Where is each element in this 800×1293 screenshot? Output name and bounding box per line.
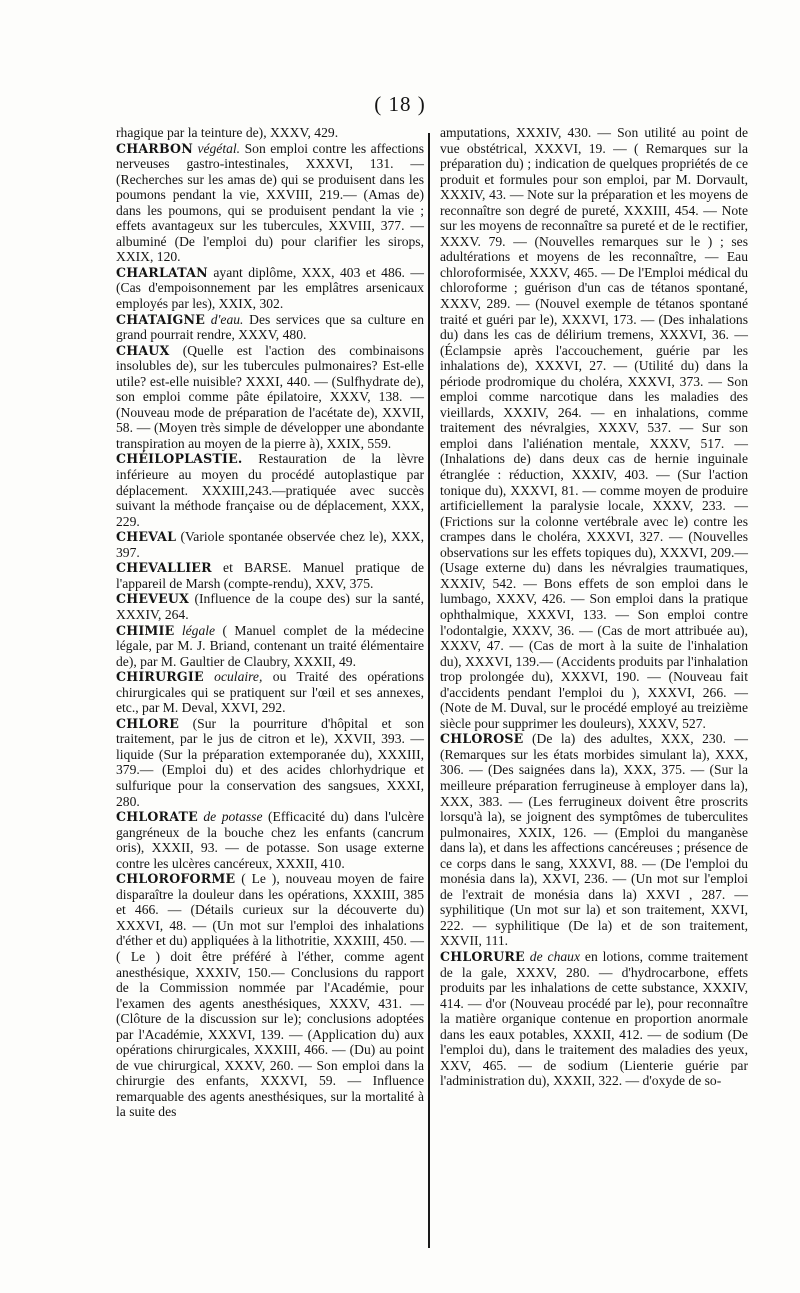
- entry-text: (De la) des adultes, XXX, 230. — (Remarques sur les états morbides simulant la), XXX, 306. — (Des saignées dans la), XXX, 375. — (Sur la meilleure préparation ferrugineuse à employer dans la), XXX, 383. — (Les ferrugineux doivent être proscrits lorsqu'à la), se joignent des symptômes de tuberculites pulmonaires, XXIX, 126. — (Emploi du manganèse dans la), et dans les affections cancéreuses ; présence de ce corps dans le sang, XXXVI, 88. — (De l'emploi du monésia dans la), XXVI, 236. — (Un mot sur l'emploi de l'extrait de monésia dans la) XXVI , 287. — syphilitique (Un mot sur la) et son traitement, XXVI, 222. — syphilitique (De la) et de son traitement, XXVII, 111.: [440, 731, 748, 949]
- entry-text: (Efficacité du) dans l'ulcère gangréneux de la bouche chez les enfants (cancrum oris), XXXII, 93. — de potasse. Son usage externe contre les ulcères cancéreux, XXXII, 410.: [116, 809, 425, 871]
- index-entry: [116, 451, 424, 529]
- entry-headword: CHLOROSE: [440, 731, 524, 747]
- entry-headword: CHARBON: [116, 140, 193, 156]
- index-entry: [116, 343, 424, 452]
- entry-qualifier: oculaire,: [214, 669, 263, 685]
- entry-headword: CHLORATE: [116, 809, 198, 825]
- index-entry: [116, 560, 424, 591]
- entry-text: (Sur la pourriture d'hôpital et son traitement, par le jus de citron et le), XXVII, 393. — liquide (Sur la préparation extemporanée du), XXXIII, 379.— (Emploi du) et des acides chlorhydrique et sulfurique pour la conservation des sangsues, XXXI, 280.: [116, 715, 424, 809]
- entry-headword: CHEVAL: [116, 529, 177, 545]
- index-entry: [440, 731, 748, 949]
- entry-headword: CHLOROFORME: [116, 871, 236, 887]
- entry-text: (Variole spontanée observée chez le), XXX, 397.: [116, 529, 424, 560]
- entry-text: ( Manuel complet de la médecine légale, par M. J. Briand, contenant un traité élémentaire de), par M. Gaultier de Claubry, XXXII, 49.: [116, 622, 425, 669]
- entry-text: Des services que sa culture en grand pourrait rendre, XXXV, 480.: [116, 311, 424, 343]
- entry-text: et BARSE. Manuel pratique de l'appareil de Marsh (compte-rendu), XXV, 375.: [116, 560, 424, 591]
- entry-headword: CHATAIGNE: [116, 311, 206, 327]
- index-entry: [116, 591, 424, 622]
- entry-headword: CHEVALLIER: [116, 560, 212, 576]
- right-column: [440, 125, 748, 1089]
- entry-qualifier: végétal.: [197, 140, 241, 156]
- entry-headword: CHEVEUX: [116, 591, 190, 607]
- entry-qualifier: d'eau.: [210, 311, 244, 327]
- index-entry-continuation: [440, 125, 748, 731]
- entry-text: (Influence de la coupe des) sur la santé, XXXIV, 264.: [116, 591, 424, 622]
- entry-text: ou Traité des opérations chirurgicales qui se pratiquent sur l'œil et ses annexes, etc., par M. Deval, XXVI, 292.: [116, 669, 424, 716]
- page-number: ( 18 ): [374, 92, 426, 116]
- entry-headword: CHAUX: [116, 342, 170, 358]
- index-entry: [116, 141, 424, 265]
- index-entry: [116, 809, 424, 871]
- entry-text: Restauration de la lèvre inférieure au moyen du procédé autoplastique par déplacement. XXXIII,243.—pratiquée avec succès suivant la méthode française ou de déplacement, XXX, 229.: [116, 451, 424, 529]
- entry-text: Son emploi contre les affections nerveuses gastro-intestinales, XXXVI, 131. — (Recherches sur les amas de) qui se produisent dans les poumons pendant la vie, XXVIII, 219.— (Amas de) dans les poumons, qui se produisent pendant la vie ; effets avantageux sur les tubercules, XXVIII, 377. — albuminé (De l'emploi du) pour clarifier les sirops, XXIX, 120.: [116, 140, 424, 265]
- index-entry-continuation: [116, 125, 424, 141]
- entry-headword: CHLORURE: [440, 948, 525, 964]
- index-entry: [116, 871, 424, 1120]
- index-entry: [116, 312, 424, 343]
- entry-headword: CHIRURGIE: [116, 669, 204, 685]
- entry-text: en lotions, comme traitement de la gale, XXXV, 280. — d'hydrocarbone, effets produits par les inhalations de cette substance, XXXIV, 414. — d'or (Nouveau procédé par le), pour reconnaître la matière organique contenue en proportion anormale dans les eaux potables, XXXII, 412. — de sodium (De l'emploi du), dans le traitement des maladies des yeux, XXV, 465. — de sodium (Lienterie guérie par l'administration du), XXXII, 322. — d'oxyde de so-: [440, 948, 749, 1089]
- entry-text: (Quelle est l'action des combinaisons insolubles de), sur les tubercules pulmonaires? Est-elle utile? est-elle nuisible? XXXI, 440. — (Sulfhydrate de), son emploi comme pâte épilatoire, XXXV, 138. — (Nouveau mode de préparation de l'acétate de), XXVII, 58. — (Moyen très simple de développer une abondante transpiration au moyen de la pierre à), XXIX, 559.: [116, 342, 424, 451]
- entry-qualifier: légale: [181, 622, 216, 638]
- entry-text: rhagique par la teinture de), XXXV, 429.: [116, 125, 339, 140]
- index-entry: [440, 949, 748, 1089]
- index-entry: [116, 716, 424, 809]
- column-divider: [428, 133, 430, 1248]
- entry-headword: CHARLATAN: [116, 264, 208, 280]
- entry-text: ayant diplôme, XXX, 403 et 486. — (Cas d'empoisonnement par les emplâtres arsenicaux employés par les), XXIX, 302.: [116, 264, 424, 312]
- left-column: [116, 125, 424, 1120]
- entry-headword: CHÉILOPLASTIE.: [116, 451, 243, 467]
- entry-text: ( Le ), nouveau moyen de faire disparaître la douleur dans les opérations, XXXIII, 385 et 466. — (Détails curieux sur la découverte du) XXXVI, 48. — (Un mot sur l'emploi des inhalations d'éther et du) appliquées à la lithotritie, XXXIII, 450. — ( Le ) doit être préféré à l'éther, comme agent anesthésique, XXXIV, 150.— Conclusions du rapport de la Commission nommée par l'Académie, pour l'examen des agents anesthésiques, XXXV, 431. — (Clôture de la discussion sur le); conclusions adoptées par l'Académie, XXXVI, 139. — (Application du) aux opérations chirurgicales, XXXIII, 466. — (Du) au point de vue chirurgical, XXXV, 260. — Son emploi dans la chirurgie des enfants, XXXVI, 59. — Influence remarquable des agents anesthésiques, sur la mortalité à la suite des: [116, 871, 424, 1120]
- index-entry: [116, 623, 424, 670]
- entry-text: amputations, XXXIV, 430. — Son utilité au point de vue obstétrical, XXXVI, 19. — ( Remarques sur la préparation du) ; indication de quelques propriétés de ce produit et formules pour son emploi, par M. Dorvault, XXXIV, 43. — Note sur la préparation et les moyens de reconnaître son degré de pureté, XXXIII, 454. — Note sur les moyens de reconnaître sa pureté et de le rectifier, XXXV. 79. — (Nouvelles remarques sur le ) ; ses adultérations et moyens de les reconnaître, — Eau chloroformisée, XXXV, 465. — De l'Emploi médical du chloroforme ; guérison d'un cas de tétanos spontané, XXXV, 289. — (Nouvel exemple de tétanos spontané traité et guéri par le), XXXVI, 173. — (Des inhalations du) dans les cas de délirium tremens, XXXVI, 36. — (Éclampsie après l'accouchement, guérie par les inhalations de), XXXVI, 27. — (Utilité du) dans la période prodromique du choléra, XXXVI, 373. — Son emploi comme narcotique dans les maladies des vieillards, XXXIV, 264. — en inhalations, comme traitement des névralgies, XXXV, 537. — Sur son emploi dans l'aliénation mentale, XXXV, 517. — (Inhalations de) dans deux cas de hernie inguinale étranglée : réduction, XXXIV, 403. — (Sur l'action tonique du), XXXVI, 81. — comme moyen de produire artificiellement la paralysie locale, XXXV, 233. — (Frictions sur la colonne vertébrale avec le) contre les crampes dans le choléra, XXXVI, 327. — (Nouvelles observations sur les effets topiques du), XXXVI, 209.— (Usage externe du) dans les névralgies traumatiques, XXXIV, 542. — Bons effets de son emploi dans le lumbago, XXXV, 426. — Son emploi dans la pratique ophthalmique, XXXVI, 133. — Son emploi contre l'odontalgie, XXXV, 36. — (Cas de mort attribuée au), XXXV, 47. — (Cas de mort à la suite de l'inhalation du), XXXVI, 139.— (Accidents produits par l'inhalation trop prolongée du), XXXVI, 190. — (Nouveau fait d'accidents pendant l'emploi du ), XXXVI, 266. — (Note de M. Duval, sur le procédé employé au treizième siècle pour supprimer les douleurs), XXXV, 527.: [440, 125, 748, 731]
- entry-qualifier: de chaux: [529, 948, 580, 964]
- entry-headword: CHLORE: [116, 715, 180, 731]
- entry-headword: CHIMIE: [116, 622, 175, 638]
- index-entry: [116, 529, 424, 560]
- entry-qualifier: de potasse: [203, 809, 263, 825]
- index-entry: [116, 669, 424, 716]
- index-entry: [116, 265, 424, 312]
